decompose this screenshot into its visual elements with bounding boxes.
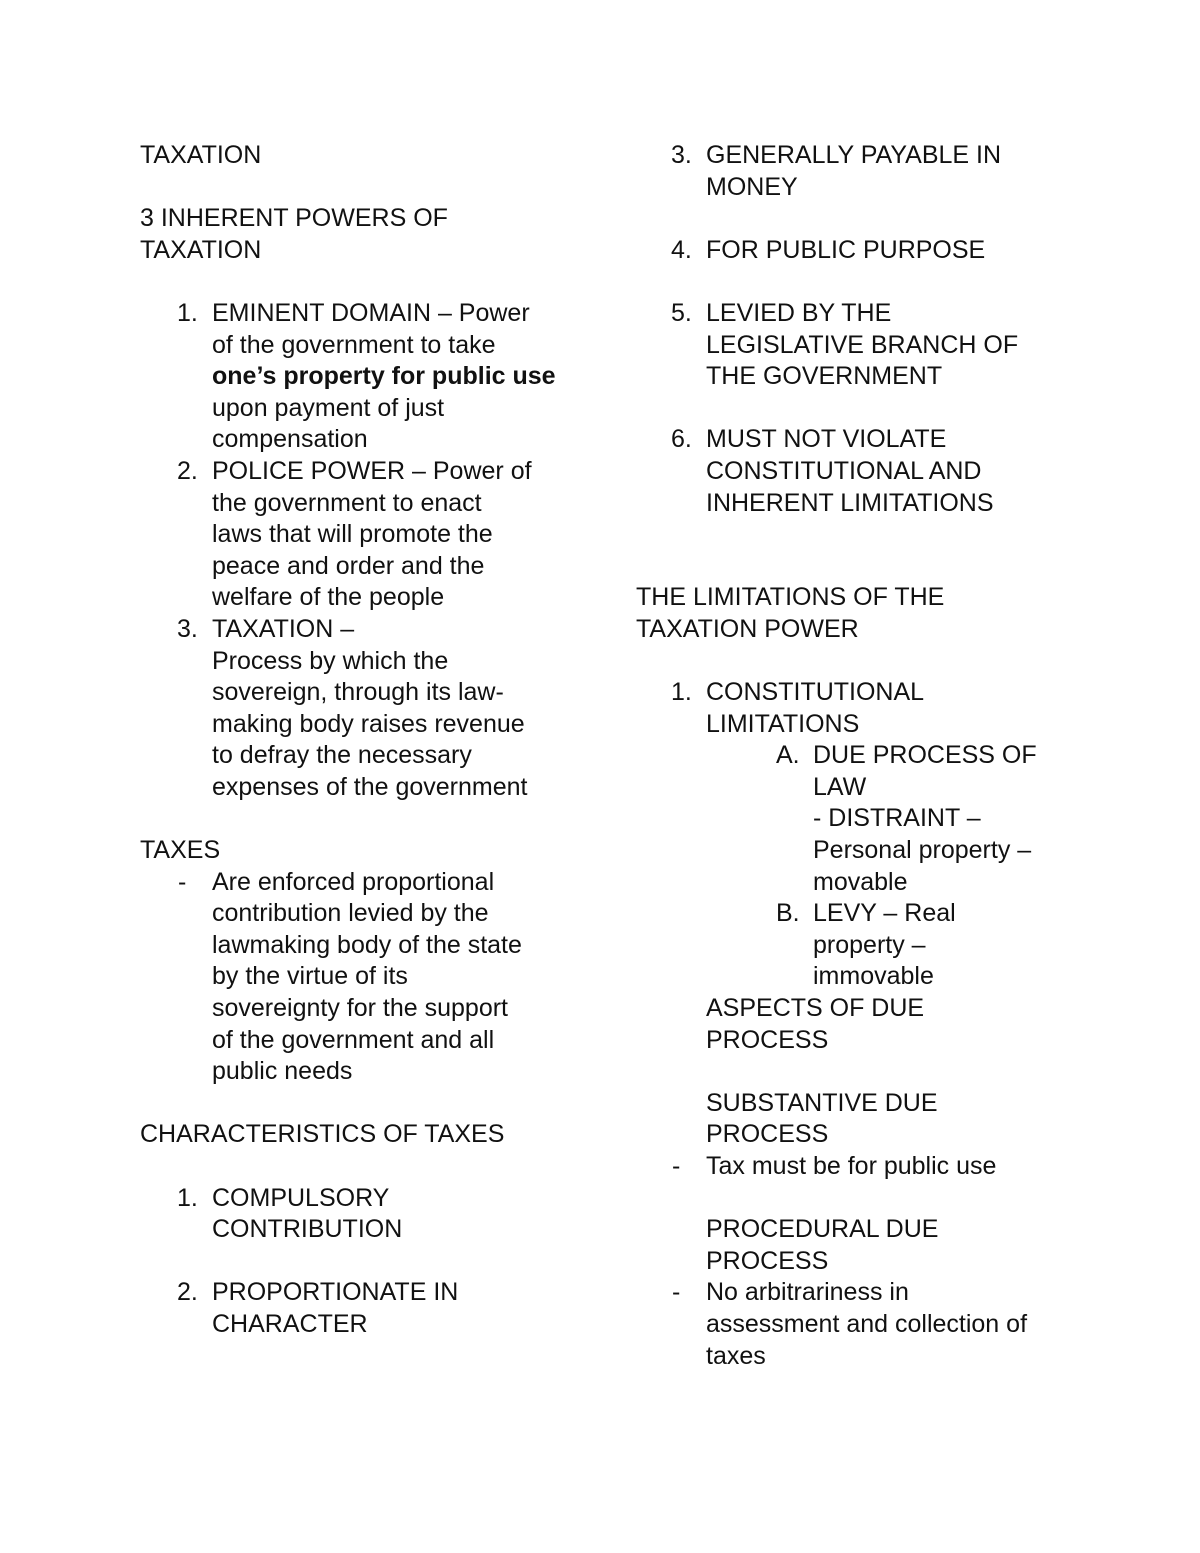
characteristic-item: 4. FOR PUBLIC PURPOSE [636, 235, 1076, 267]
inherent-power-item: 1. EMINENT DOMAIN – Power of the government to take one’s property for public use upon payment of just compensation [140, 298, 580, 456]
taxes-heading: TAXES [140, 836, 221, 865]
bullet-dash: - [178, 867, 187, 896]
inherent-power-item: 2. POLICE POWER – Power of the government to enact laws that will promote the peace and order and the welfare of the people [177, 456, 532, 612]
characteristic-item: 3. GENERALLY PAYABLE IN MONEY [671, 141, 1002, 201]
bullet-dash: - [672, 1278, 681, 1307]
left-column [140, 140, 580, 1341]
inherent-powers-heading: 3 INHERENT POWERS OF TAXATION [140, 204, 448, 264]
right-column [636, 140, 1076, 1372]
limitation-subitem: B. LEVY – Real property – immovable [776, 899, 956, 991]
list-number: 1. [671, 678, 692, 707]
substantive-heading: SUBSTANTIVE DUE PROCESS [706, 1088, 938, 1149]
list-letter: A. [776, 741, 800, 770]
list-number: 3. [177, 614, 198, 643]
list-number: 2. [177, 1278, 198, 1307]
inherent-power-item: 3. TAXATION – Process by which the sovereign, through its law- making body raises revenue to defray the necessary expenses of the government [177, 614, 528, 801]
list-number: 4. [671, 235, 692, 264]
bullet-dash: - [672, 1152, 681, 1180]
list-number: 2. [177, 456, 198, 485]
characteristic-item: 5. LEVIED BY THE LEGISLATIVE BRANCH OF THE GOVERNMENT [671, 298, 1019, 391]
limitation-item: 1. CONSTITUTIONAL LIMITATIONS [671, 678, 925, 738]
list-number: 1. [177, 298, 198, 327]
list-number: 6. [671, 425, 692, 454]
list-number: 3. [671, 141, 692, 169]
list-number: 5. [671, 298, 692, 327]
characteristic-item: 1. COMPULSORY CONTRIBUTION [177, 1183, 403, 1244]
procedural-definition: - No arbitrariness in assessment and collection of taxes [672, 1278, 1028, 1370]
substantive-definition: - Tax must be for public use [636, 1151, 1076, 1183]
characteristic-item: 6. MUST NOT VIOLATE CONSTITUTIONAL AND INHERENT LIMITATIONS [671, 425, 994, 517]
procedural-heading: PROCEDURAL DUE PROCESS [706, 1215, 939, 1275]
limitation-subitem: A. DUE PROCESS OF LAW - DISTRAINT – Personal property – movable [776, 741, 1037, 896]
list-letter: B. [776, 899, 800, 928]
taxes-definition: - Are enforced proportional contribution levied by the lawmaking body of the state by the virtue of its sovereignty for the support of the government and all public needs [178, 867, 522, 1086]
list-number: 1. [177, 1183, 198, 1212]
limitations-heading: THE LIMITATIONS OF THE TAXATION POWER [636, 583, 945, 643]
aspects-heading: ASPECTS OF DUE PROCESS [706, 994, 925, 1054]
document-title: TAXATION [140, 141, 262, 169]
characteristics-heading: CHARACTERISTICS OF TAXES [140, 1120, 505, 1149]
emphasized-text: one’s property for public use [212, 362, 556, 391]
characteristic-item: 2. PROPORTIONATE IN CHARACTER [177, 1278, 459, 1338]
